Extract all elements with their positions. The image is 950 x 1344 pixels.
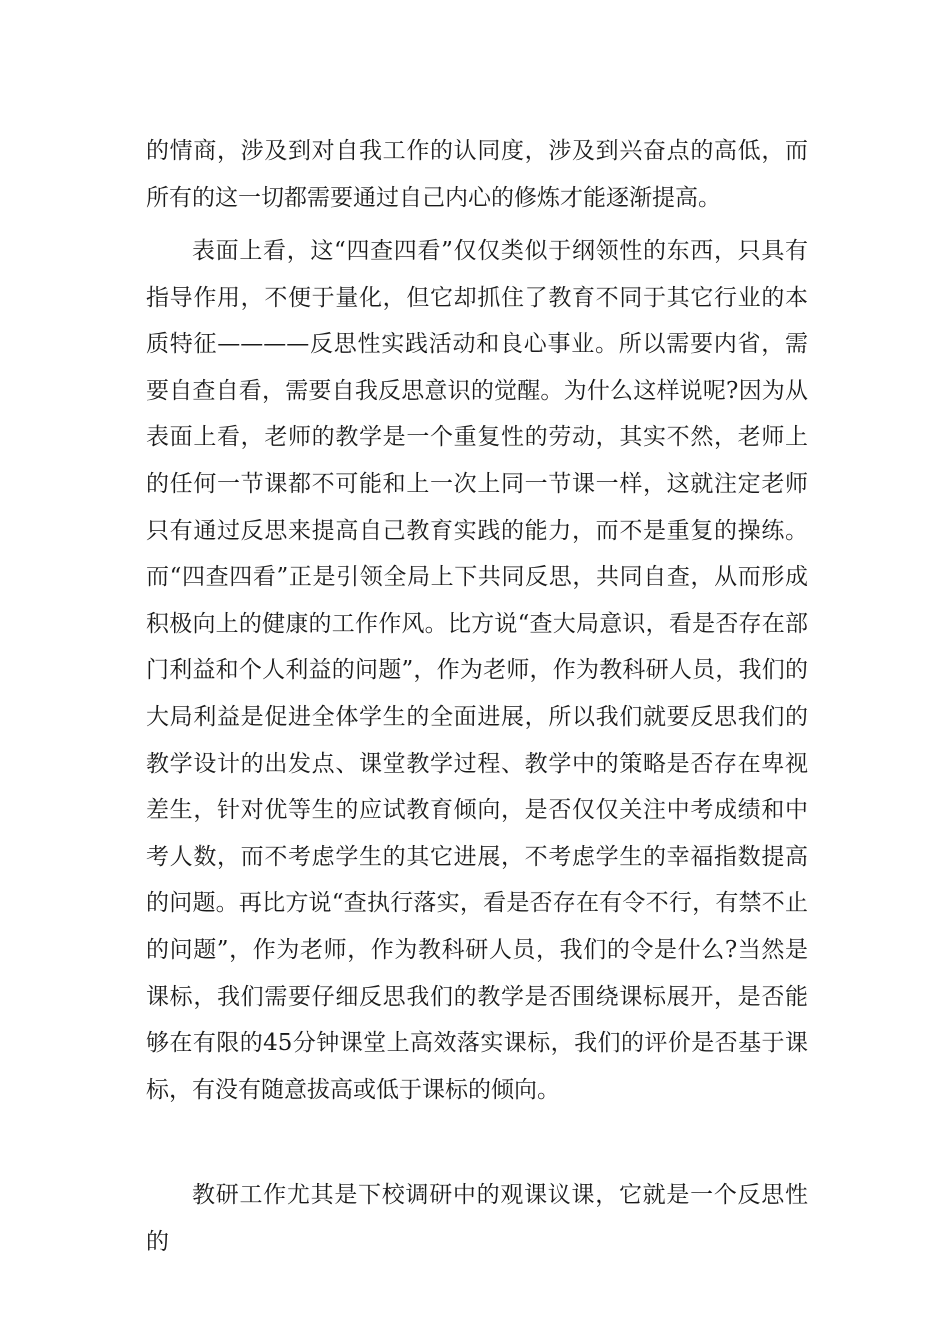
paragraph-teaching-research: 教研工作尤其是下校调研中的观课议课，它就是一个反思性的: [146, 1182, 808, 1255]
paragraph-continuation: 的情商，涉及到对自我工作的认同度，涉及到兴奋点的高低，而所有的这一切都需要通过自己内心的修炼才能逐渐提高。: [146, 138, 808, 211]
paragraph-four-checks: 表面上看，这“四查四看”仅仅类似于纲领性的东西，只具有指导作用，不便于量化，但它却抓住了教育不同于其它行业的本质特征————反思性实践活动和良心事业。所以需要内省，需要自查自看，需要自我反思意识的觉醒。为什么这样说呢?因为从表面上看，老师的教学是一个重复性的劳动，其实不然，老师上的任何一节课都不可能和上一次上同一节课一样，这就注定老师只有通过反思来提高自己教育实践的能力，而不是重复的操练。而“四查四看”正是引领全局上下共同反思，共同自查，从而形成积极向上的健康的工作作风。比方说“查大局意识，看是否存在部门利益和个人利益的问题”，作为老师，作为教科研人员，我们的大局利益是促进全体学生的全面进展，所以我们就要反思我们的教学设计的出发点、课堂教学过程、教学中的策略是否存在卑视差生，针对优等生的应试教育倾向，是否仅仅关注中考成绩和中考人数，而不考虑学生的其它进展，不考虑学生的幸福指数提高的问题。再比方说“查执行落实，看是否存在有令不行，有禁不止的问题”，作为老师，作为教科研人员，我们的令是什么?当然是课标，我们需要仔细反思我们的教学是否围绕课标展开，是否能够在有限的45分钟课堂上高效落实课标，我们的评价是否基于课标，有没有随意拔高或低于课标的倾向。: [146, 238, 808, 1103]
